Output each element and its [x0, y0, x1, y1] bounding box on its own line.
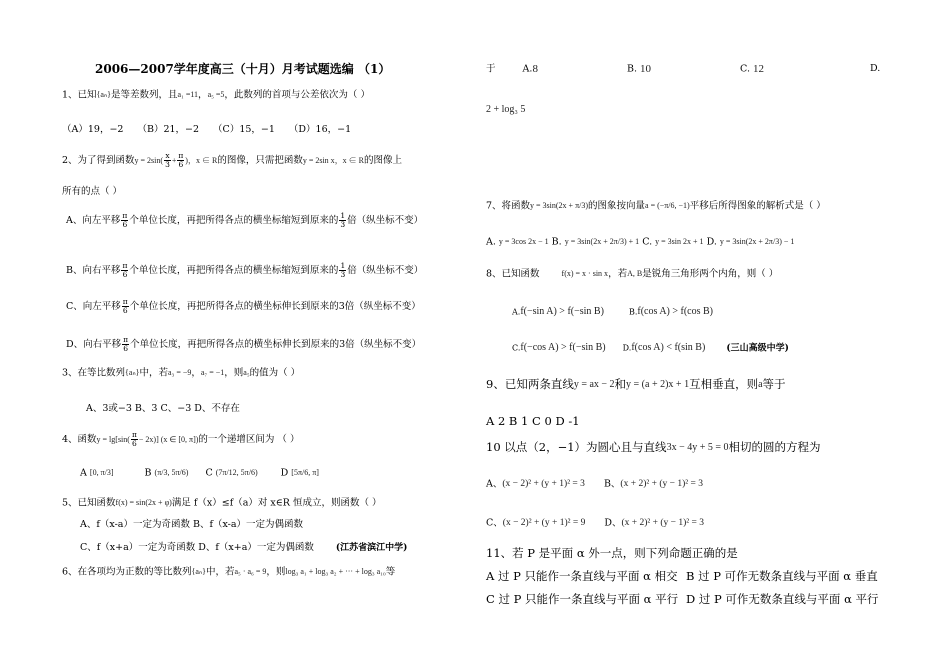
- question-1-options: （A）19，−2 （B）21，−2 （C）15，−1 （D）16，−1: [62, 124, 352, 135]
- question-11: 11、若 P 是平面 α 外一点，则下列命题正确的是: [486, 546, 738, 560]
- question-10: 10 以点（2，−1）为圆心且与直线3x − 4y + 5 = 0相切的圆的方程为: [486, 440, 821, 454]
- school-tag: (江苏省滨江中学): [335, 543, 408, 553]
- question-1: 1、已知{aₙ}是等差数列，且a₁ =11，a₅ =5，此数列的首项与公差依次为（ ）: [62, 89, 370, 101]
- question-6-option-d-label: D.: [870, 63, 881, 74]
- question-8-options-ab: A.f(−sin A) > f(−sin B) B.f(cos A) > f(cos B): [512, 306, 713, 317]
- question-2-option-b: B、向右平移 $\frac{\pi}{6}$ 个单位长度，再把所得各点的横坐标缩短到原来的 $\frac{1}{3}$ 倍（纵坐标不变）: [66, 261, 424, 279]
- question-3-options: A、3或−3 B、3 C、−3 D、不存在: [86, 403, 240, 414]
- question-11-option-c: C 过 P 只能作一条直线与平面 α 平行: [486, 592, 679, 606]
- question-5: 5、已知函数f(x) = sin(2x + φ)满足 f（x）≤f（a）对 x∈R 恒成立，则函数（ ）: [62, 497, 382, 509]
- question-2-option-c: C、向左平移 $\frac{\pi}{6}$ 个单位长度，再把所得各点的横坐标伸长到原来的3倍（纵坐标不变）: [66, 297, 421, 315]
- question-9: 9、已知两条直线y = ax − 2和y = (a + 2)x + 1互相垂直，则a等于: [486, 377, 786, 391]
- question-11-option-b: B 过 P 可作无数条直线与平面 α 垂直: [686, 569, 878, 583]
- question-6: 6、在各项均为正数的等比数列{aₙ}中，若a₅ · a₆ = 9，则log₃ a₁ + log₃ a₂ + ··· + log₃ a₁₀等: [62, 566, 396, 578]
- question-7: 7、将函数y = 3sin(2x + π/3)的图象按向量a = (−π/6, −1)平移后所得图象的解析式是（ ）: [486, 200, 826, 212]
- question-2-option-a: A、向左平移 $\frac{\pi}{6}$ 个单位长度，再把所得各点的横坐标缩短到原来的 $\frac{1}{3}$ 倍（纵坐标不变）: [66, 211, 424, 229]
- question-3: 3、在等比数列{aₙ}中，若a₃ = −9，a₇ = −1，则a₅的值为（ ）: [62, 367, 301, 379]
- question-6-option-d-value: 2 + log₃ 5: [486, 104, 526, 115]
- question-4-options: A [0, π/3] B (π/3, 5π/6) C (7π/12, 5π/6) D [5π/6, π]: [80, 467, 319, 479]
- question-2-line2: 所有的点（ ）: [62, 186, 123, 197]
- question-10-options-ab: A、(x − 2)² + (y + 1)² = 3 B、(x + 2)² + (y − 1)² = 3: [486, 478, 703, 490]
- question-8: 8、已知函数 f(x) = x · sin x，若A, B是锐角三角形两个内角，则（ ）: [486, 268, 779, 280]
- page-title: 2006—2007学年度高三（十月）月考试题选编 （1）: [95, 62, 391, 76]
- question-4: 4、函数y = lg[sin( $\frac{\pi}{6}$ − 2x)] (x ∈ [0, π])的一个递增区间为 （ ）: [62, 430, 300, 448]
- question-11-option-d: D 过 P 可作无数条直线与平面 α 平行: [686, 592, 879, 606]
- question-5-options-ab: A、f（x-a）一定为奇函数 B、f（x-a）一定为偶函数: [80, 519, 304, 530]
- question-7-options: A. y = 3cos 2x − 1 B. y = 3sin(2x + 2π/3) + 1 C. y = 3sin 2x + 1 D. y = 3sin(2x + 2π/3) − 1: [486, 236, 795, 248]
- question-2: 2、为了得到函数y = 2sin( $\frac{x}{3}$ + $\frac{\pi}{6}$ )，x ∈ R的图像，只需把函数y = 2sin x，x ∈ R的图像上: [62, 151, 403, 169]
- question-2-option-d: D、向右平移 $\frac{\pi}{6}$ 个单位长度，再把所得各点的横坐标伸长到原来的3倍（纵坐标不变）: [66, 335, 422, 353]
- question-11-option-a: A 过 P 只能作一条直线与平面 α 相交: [486, 569, 678, 583]
- school-tag: (三山高级中学): [726, 343, 789, 354]
- question-6-options: 于 A.8 B. 10 C. 12: [486, 63, 765, 75]
- question-10-options-cd: C、(x − 2)² + (y + 1)² = 9 D、(x + 2)² + (y − 1)² = 3: [486, 517, 704, 529]
- question-5-options-cd: C、f（x+a）一定为奇函数 D、f（x+a）一定为偶函数 (江苏省滨江中学): [80, 542, 408, 553]
- question-9-options: A 2 B 1 C 0 D -1: [486, 414, 580, 428]
- question-8-options-cd: C.f(−cos A) > f(−sin B) D.f(cos A) < f(sin B) (三山高级中学): [512, 342, 789, 354]
